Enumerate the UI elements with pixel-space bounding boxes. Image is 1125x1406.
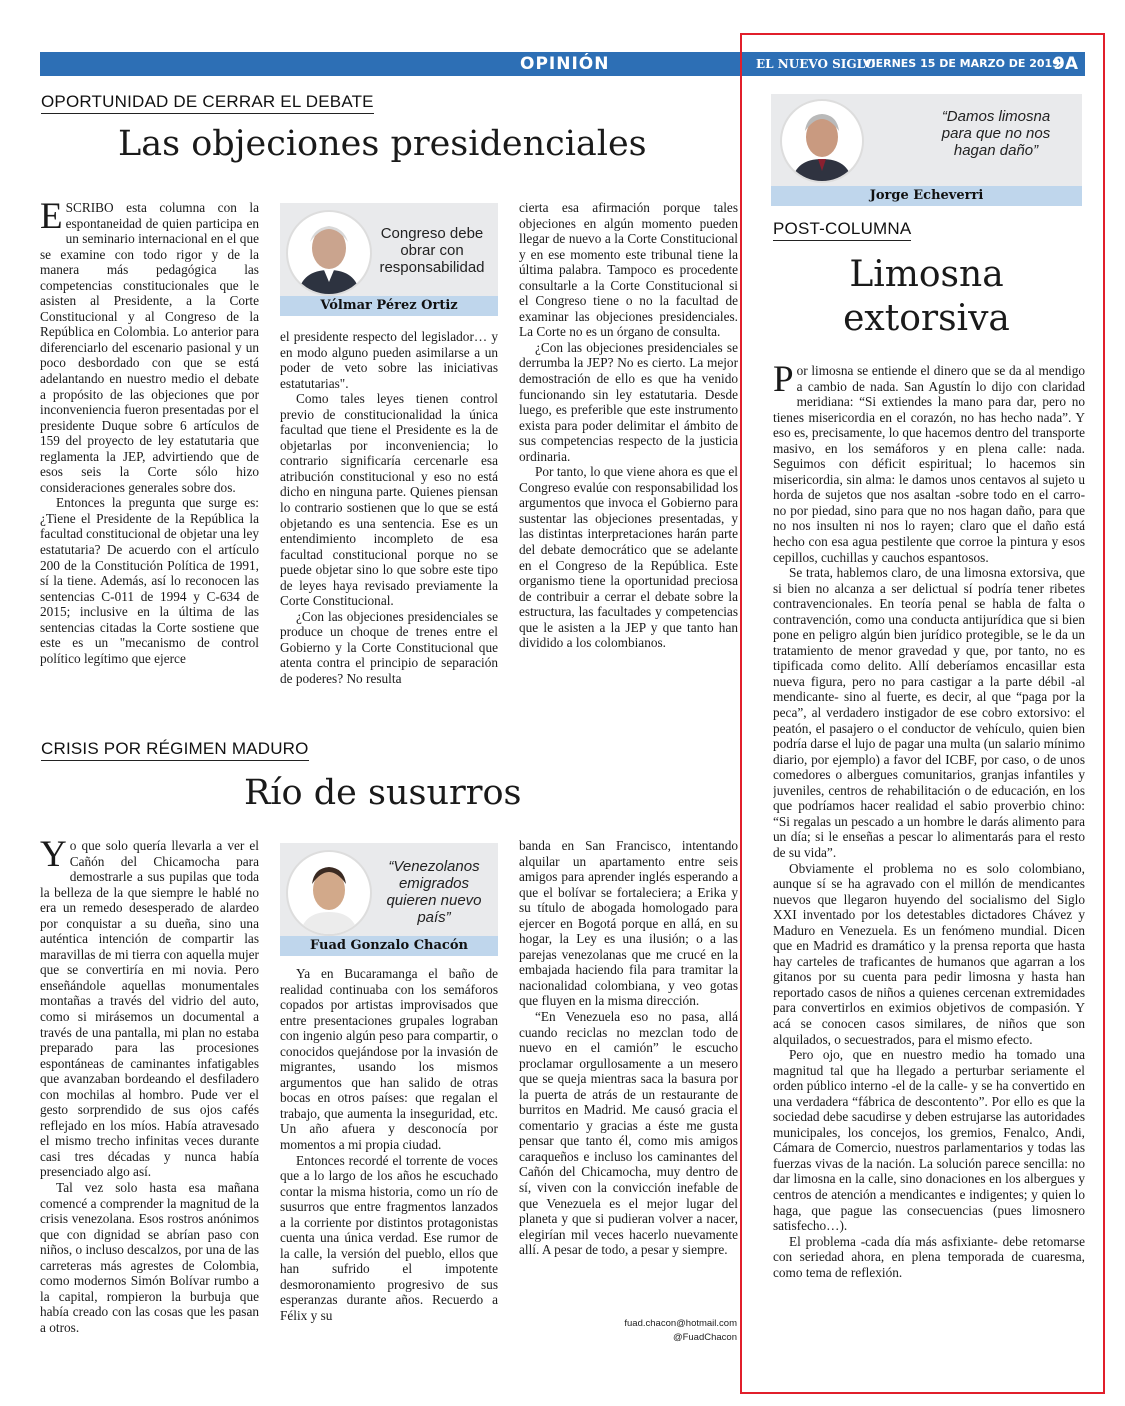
article2-signature — [519, 1317, 737, 1345]
author-handle: @FuadChacon — [672, 1332, 737, 1343]
author-photo — [780, 99, 864, 183]
article1-first-word: SCRIBO — [65, 200, 114, 215]
article2-author-name: Fuad Gonzalo Chacón — [280, 936, 498, 956]
page-number: 9A — [1053, 54, 1078, 74]
article2-column-1: Yo que solo quería llevarla a ver el Cañón del Chicamocha para demostrarle a sus pupilas que toda la belleza de la que siempre le hablé no era un remedo desesperado de alardeo por conquistar a su dueña, sino una auténtica intención de compartir las maravillas de mi tierra con aquella mujer que se convertiría en mi novia. Pero enseñándole aquellas monumentales montañas a través del vidrio del auto, como si mirásemos un documental a través de una pantalla, mi plan no estaba preparado para las procesiones espontáneas de caminantes infatigables que avanzaban bordeando el desfiladero con mochilas al hombro. Pude ver el gesto sorprendido de sus ojos cafés reflejado en los míos. Había atravesado el mismo trecho infinitas veces durante casi tres décadas y nunca había presenciado algo así. Tal vez solo hasta esa mañana comencé a comprender la magnitud de la crisis venezolana. Esos rostros anónimos que con dignidad se abrían paso con niños, o incluso descalzos, por una de las carreteras más agrestes de Colombia, como modernos Simón Bolívar rumbo a la capital, rompieron la burbuja que había creado con las cosas que les pasan a otros. — [40, 838, 259, 1335]
author-photo — [286, 850, 372, 936]
article2-headline: Río de susurros — [244, 773, 522, 813]
article1-column-1: ESCRIBO esta columna con la espontaneidad de quien participa en un seminario internacional en el que se examine con todo rigor y de la manera más pedagógica las competencias constitucionales que le asisten al Presidente, a la Corte Constitucional y al Congreso de la República en Colombia. Lo anterior para diferenciarlo del escenario pasional y un poco desbordado con que se está adelantando en nuestro medio el debate a propósito de las objeciones que por inconveniencia fueron presentadas por el presidente Duque sobre 6 artículos de 159 del proyecto de ley estatutaria que reglamenta la JEP, advirtiendo que de esos seis la Corte sólo hizo consideraciones generales sobre dos. Entonces la pregunta que surge es: ¿Tiene el Presidente de la República la facultad constitucional de objetar una ley estatutaria? De acuerdo con el artículo 200 de la Constitución Política de 1991, sí la tiene. Además, así lo reconocen las sentencias C-011 de 1994 y C-634 de 2015; inclusive en la última de las sentencias citadas la Corte sostiene que este es un "mecanismo de control político legítimo que ejerce — [40, 200, 259, 666]
article2-kicker: CRISIS POR RÉGIMEN MADURO — [41, 739, 309, 761]
article2-author-box — [280, 843, 498, 956]
article2-pull-quote: “Venezolanos emigrados quieren nuevo país” — [386, 858, 482, 926]
article3-author-box — [771, 94, 1082, 206]
article1-pull-quote: Congreso debe obrar con responsabilidad — [379, 225, 485, 276]
article1-kicker: OPORTUNIDAD DE CERRAR EL DEBATE — [41, 92, 374, 114]
section-name: OPINIÓN — [520, 54, 610, 74]
article3-headline: Limosna extorsiva — [843, 254, 1010, 339]
newspaper-masthead: EL NUEVO SIGLO — [756, 57, 876, 71]
article3-pull-quote: “Damos limosna para que no nos hagan daño” — [941, 108, 1051, 159]
author-photo — [286, 210, 372, 296]
article3-drop-cap: P — [773, 363, 794, 400]
article1-author-name: Vólmar Pérez Ortiz — [280, 296, 498, 316]
article1-column-3: cierta esa afirmación porque tales objeciones en algún momento pueden llegar de nuevo a la Corte Constitucional y en ese momento este tribunal tiene la última palabra. Tampoco es procedente consultarle a la Corte Constitucional si el Congreso tiene o no la facultad de examinar las objeciones presidenciales. La Corte no es un órgano de consulta. ¿Con las objeciones presidenciales se derrumba la JEP? No es cierto. La mejor demostración de ello es que ha venido funcionando sin ley estatutaria. Desde luego, es preferible que este instrumento exista para poder delimitar el ámbito de sus competencias respecto de la justicia ordinaria. Por tanto, lo que viene ahora es que el Congreso evalúe con responsabilidad los argumentos que invoca el Gobierno para sustentar las objeciones presentadas, y las distintas interpretaciones harán parte del debate democrático que se adelante en el Congreso de la República. Este organismo tiene la oportunidad preciosa de contribuir a cerrar el debate sobre la estructura, las facultades y competencias que le asisten a la JEP y que tanto han dividido a los colombianos. — [519, 200, 738, 651]
article1-column-2: el presidente respecto del legislador… y en modo alguno pueden asimilarse a un poder de veto sobre las iniciativas estatutarias". Como tales leyes tienen control previo de constitucionalidad la única facultad que tiene el Presidente es la de objetarlas por inconveniencia; lo contrario significaría cercenarle esa atribución constitucional y eso no está dicho en ninguna parte. Quienes piensan lo contrario sostienen que lo que se está objetando es una sentencia. Ese es un entendimiento incompleto de esa facultad constitucional porque no se puede objetar sino lo que sobre este tipo de leyes haya revisado previamente la Corte Constitucional. ¿Con las objeciones presidenciales se produce un choque de trenes entre el Gobierno y la Corte Constitucional que atenta contra el principio de separación de poderes? No resulta — [280, 329, 498, 687]
issue-date: VIERNES 15 DE MARZO DE 2019 — [863, 57, 1060, 70]
article3-body: Por limosna se entiende el dinero que se da al mendigo a cambio de nada. San Agustín lo dijo con claridad meridiana: “Si extiendes la mano para dar, pero no tienes misericordia en el corazón, no has hecho nada”. Y eso es, precisamente, lo que hacemos dentro del transporte masivo, en los semáforos y en plena calle: nada. Seguimos con déficit espiritual; lo hacemos sin misericordia, sin alma: le damos unos centavos al sujeto u horda de sujetos que nos asaltan -sobre todo en el carro- no por piedad, sino para que no nos hagan daño, para que no nos insulten ni nos lo rayen; claro que el daño está hecho con esa agua pestilente que corroe la pintura y esos cepillos, cuchillas y cauchos espantosos. Se trata, hablemos claro, de una limosna extorsiva, que si bien no alcanza a ser delictual sí podría tener ribetes contravencionales. En teoría penal se habla de falta o contravención, como una conducta antijurídica que si bien pone en peligro algún bien jurídico protegible, se le da un tratamiento de menor gravedad y que, por tanto, no es tipificada como delito. Allí deberíamos encasillar esta nueva figura, pero no para castigar a la parte débil -al mendicante- sino al fuerte, es decir, al que “paga por la peca”, al verdadero instigador de ese cobro extorsivo: el peatón, el pasajero o el conductor de vehículo, quien bien podría darse el lujo de pagar una multa (un salario mínimo diario, por ejemplo) a favor del ICBF, por caso, o de unos comedores o albergues comunitarios, granjas infantiles y juveniles, centros de rehabilitación o de educación, en los que podríamos hacer realidad el sabio proverbio chino: “Si regalas un pescado a un hombre le darás alimento para un día; si le enseñas a pescar lo alimentarás para el resto de su vida”. Obviamente el problema no es solo colombiano, aunque sí se ha agravado con el millón de mendicantes nuevos que llegaron huyendo del socialismo del Siglo XXI inventado por los detestables dictadores Chávez y Maduro en Venezuela. Es un fenómeno mundial. Dicen que en Madrid es dramático y la prensa reporta que hasta hay carteles de traficantes de humanos que agarran a los gitanos por su cuenta para pedir limosna y hasta han reportado casos de niños a quienes cercenan extremidades para convertirlos en eximios objetivos de compasión. Y acá se conocen casos similares, de niños que son alquilados, o secuestrados, para el mismo efecto. Pero ojo, que en nuestro medio ha tomado una magnitud tal que ha llegado a perturbar seriamente el orden público interno -el de la calle- y se ha convertido en una verdadera “fábrica de descontento”. Por ello es que la sociedad debe sacudirse y deben estrujarse las autoridades municipales, los concejos, los gremios, Fenalco, Andi, Cámara de Comercio, nuestros parlamentarios y todas las fuerzas vivas de la nación. La solución parece sencilla: no dar limosna en la calle, sino donaciones en los albergues y centros de atención a mendicantes e indigentes; y quien lo haga, que pague las consecuencias (pues limosnero satisfecho…). El problema -cada día más asfixiante- debe retomarse con seriedad ahora, en plena temporada de cuaresma, como tema de reflexión. — [773, 363, 1085, 1280]
author-email: fuad.chacon@hotmail.com — [624, 1318, 737, 1329]
article2-column-2: Ya en Bucaramanga el baño de realidad continuaba con los semáforos copados por artistas improvisados que entre presentaciones grupales lograban con ingenio algún peso para compartir, o conocidos quejándose por la invasión de migrantes, usando los mismos argumentos que han salido de otras bocas en otros países: que regalan el trabajo, que aumenta la inseguridad, etc. Un año afuera y desconocía por momentos a mi propia ciudad. Entonces recordé el torrente de voces que a lo largo de los años he escuchado contar la misma historia, como un río de susurros que entre fragmentos lanzados a la corriente por distintos protagonistas cuenta una única verdad. Ese rumor de la calle, la versión del pueblo, ellos que han sufrido el impotente desmoronamiento progresivo de sus esperanzas durante años. Recuerdo a Félix y su — [280, 966, 498, 1324]
article3-kicker: POST-COLUMNA — [773, 219, 911, 241]
article1-author-box — [280, 203, 498, 316]
article2-drop-cap: Y — [40, 838, 67, 875]
article3-author-name: Jorge Echeverri — [771, 186, 1082, 206]
article2-column-3: banda en San Francisco, intentando alquilar un apartamento entre seis amigos para aprender inglés esperando a que el bolívar se fortaleciera; a Erika y su título de abogada homologado para ejercer en Bogotá porque en allá, en su hogar, la Ley es una ilusión; o a las parejas venezolanas que me crucé en la embajada haciendo fila para tramitar la nacionalidad colombiana, y veo gotas que fluyen en la misma dirección. “En Venezuela eso no pasa, allá cuando reciclas no mezclan todo de nuevo en el camión” le escucho proclamar orgullosamente a un mesero que se queja mientras saca la basura por la puerta de atrás de un restaurante de burritos en Madrid. Me causó gracia el comentario y gracias a éste me gusta pensar que tanto él, como mis amigos caraqueños e incluso los caminantes del Cañón del Chicamocha, muy dentro de sí, viven con la convicción inefable de que Venezuela es el mejor lugar del planeta y que si pudieran volver a nacer, elegirían mil veces hacerlo nuevamente allí. A pesar de todo, a pesar y siempre. — [519, 838, 738, 1258]
article1-headline: Las objeciones presidenciales — [118, 124, 647, 164]
article1-drop-cap: E — [40, 200, 63, 237]
